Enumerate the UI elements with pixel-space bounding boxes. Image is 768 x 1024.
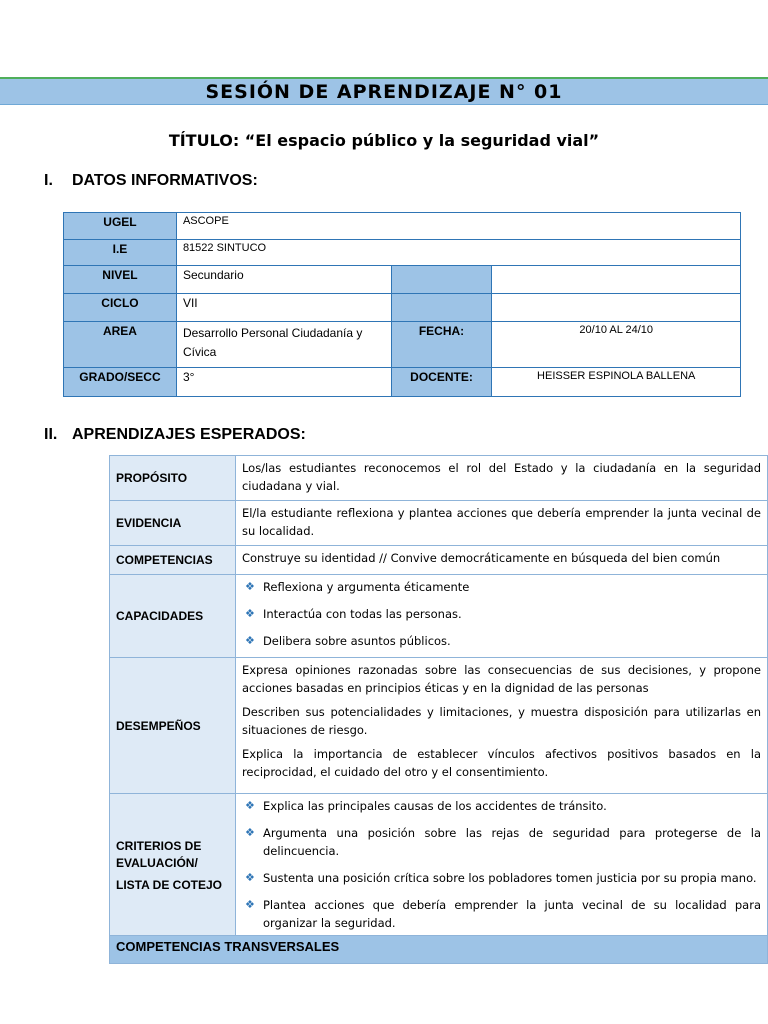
table-row: [110, 501, 768, 546]
section-2-title: APRENDIZAJES ESPERADOS:: [72, 426, 306, 443]
section-2-number: II.: [44, 426, 58, 443]
diamond-bullet-icon: ❖: [244, 799, 255, 812]
table-row: [64, 322, 741, 368]
proposito-value: Los/las estudiantes reconocemos el rol del Estado y la ciudadanía en la seguridad ciudadana y vial.: [235, 456, 767, 501]
criterios-value: [235, 794, 767, 936]
diamond-bullet-icon: ❖: [244, 898, 255, 911]
section-1-title: DATOS INFORMATIVOS:: [72, 172, 258, 189]
datos-informativos-table: [63, 212, 741, 397]
competencias-value: Construye su identidad // Convive democráticamente en búsqueda del bien común: [235, 546, 767, 575]
docente-label: DOCENTE:: [391, 368, 492, 397]
section-1-heading: [44, 172, 258, 190]
desempeno-item: Expresa opiniones razonadas sobre las consecuencias de sus decisiones, y propone acciones basadas en principios éticas y en la dignidad de las personas: [241, 663, 761, 695]
diamond-bullet-icon: ❖: [244, 826, 255, 839]
fecha-label: FECHA:: [391, 322, 492, 368]
desempeno-item: Describen sus potencialidades y limitaciones, y muestra disposición para utilizarlas en situaciones de riesgo.: [241, 705, 761, 737]
empty-value-cell: [492, 294, 741, 322]
docente-value: HEISSER ESPINOLA BALLENA: [492, 368, 741, 397]
empty-value-cell: [492, 266, 741, 294]
page-title: SESIÓN DE APRENDIZAJE N° 01: [205, 81, 563, 103]
aprendizajes-table: [109, 455, 768, 964]
table-row: [64, 368, 741, 397]
area-label: AREA: [64, 322, 177, 368]
fecha-value: 20/10 AL 24/10: [492, 322, 741, 368]
diamond-bullet-icon: ❖: [244, 607, 255, 620]
table-row: [110, 658, 768, 794]
empty-label-cell: [391, 294, 492, 322]
list-item: ❖ Explica las principales causas de los accidentes de tránsito.: [244, 799, 607, 813]
nivel-label: NIVEL: [64, 266, 177, 294]
table-row: [110, 546, 768, 575]
table-row: [64, 240, 741, 266]
list-item: ❖ Plantea acciones que debería emprender la junta vecinal de su localidad para organizar la seguridad.: [244, 898, 761, 930]
nivel-value: Secundario: [176, 266, 391, 294]
proposito-label: PROPÓSITO: [110, 456, 236, 501]
table-row: [110, 794, 768, 936]
section-2-heading: [44, 426, 306, 444]
capacidades-label: CAPACIDADES: [110, 575, 236, 658]
desempenos-value: [235, 658, 767, 794]
diamond-bullet-icon: ❖: [244, 580, 255, 593]
list-item: ❖ Interactúa con todas las personas.: [244, 607, 462, 621]
evidencia-value: El/la estudiante reflexiona y plantea acciones que debería emprender la junta vecinal de su localidad.: [235, 501, 767, 546]
table-row: [64, 213, 741, 240]
session-subtitle: TÍTULO: “El espacio público y la seguridad vial”: [168, 131, 600, 150]
desempenos-label: DESEMPEÑOS: [110, 658, 236, 794]
competencias-label: COMPETENCIAS: [110, 546, 236, 575]
ugel-value: ASCOPE: [176, 213, 740, 240]
capacidades-list: [242, 578, 761, 650]
section-1-number: I.: [44, 172, 53, 189]
empty-label-cell: [391, 266, 492, 294]
list-item: ❖ Reflexiona y argumenta éticamente: [244, 580, 470, 594]
ugel-label: UGEL: [64, 213, 177, 240]
list-item: ❖ Delibera sobre asuntos públicos.: [244, 634, 451, 648]
table-row: [110, 575, 768, 658]
table-row: [110, 936, 768, 964]
table-row: [64, 266, 741, 294]
ciclo-value: VII: [176, 294, 391, 322]
list-item: ❖ Sustenta una posición crítica sobre los pobladores tomen justicia por su propia mano.: [244, 871, 757, 885]
table-row: [110, 456, 768, 501]
diamond-bullet-icon: ❖: [244, 871, 255, 884]
ciclo-label: CICLO: [64, 294, 177, 322]
grado-label: GRADO/SECC: [64, 368, 177, 397]
criterios-label: [110, 794, 236, 936]
table-row: [64, 294, 741, 322]
area-value: Desarrollo Personal Ciudadanía y Cívica: [176, 322, 391, 368]
evidencia-label: EVIDENCIA: [110, 501, 236, 546]
competencias-transversales-label: COMPETENCIAS TRANSVERSALES: [110, 936, 768, 964]
title-bar: [0, 77, 768, 105]
ie-value: 81522 SINTUCO: [176, 240, 740, 266]
list-item: ❖ Argumenta una posición sobre las rejas de seguridad para protegerse de la delincuencia.: [244, 826, 761, 858]
criterios-label-line-1: CRITERIOS DE EVALUACIÓN/: [116, 838, 202, 870]
criterios-label-line-2: LISTA DE COTEJO: [116, 877, 223, 892]
desempeno-item: Explica la importancia de establecer vínculos afectivos positivos basados en la reciprocidad, el cuidado del otro y el consentimiento.: [241, 747, 761, 779]
grado-value: 3°: [176, 368, 391, 397]
capacidades-value: [235, 575, 767, 658]
ie-label: I.E: [64, 240, 177, 266]
diamond-bullet-icon: ❖: [244, 634, 255, 647]
criterios-list: [242, 797, 761, 932]
